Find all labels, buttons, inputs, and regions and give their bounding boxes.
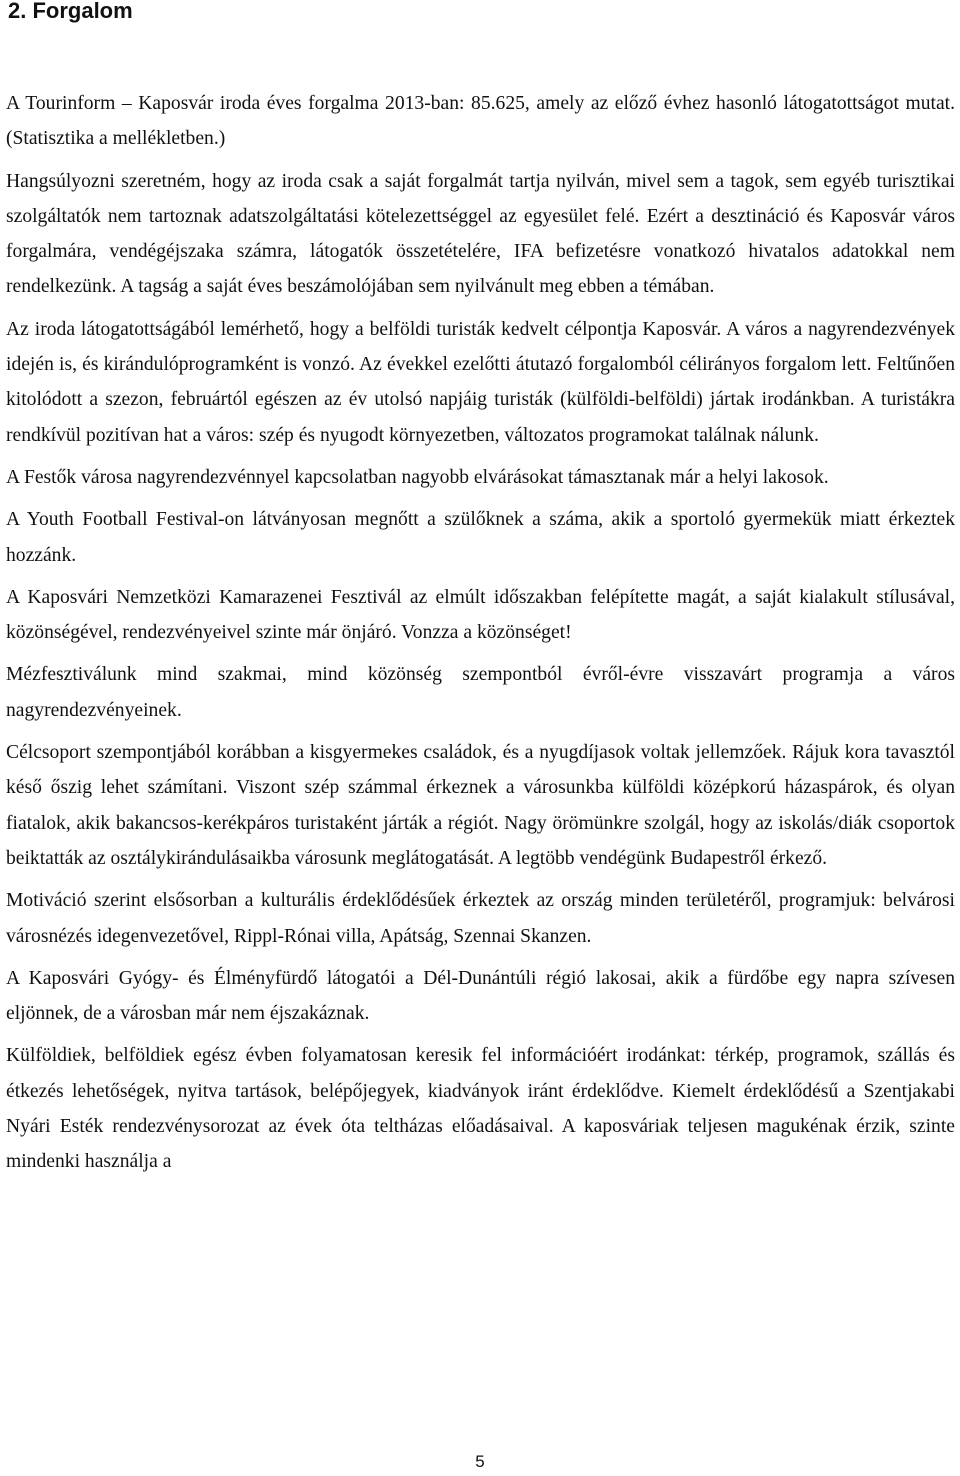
paragraph-youth-football: A Youth Football Festival-on látványosan megnőtt a szülőknek a száma, akik a sportoló gyermekük miatt érkeztek hozzánk. bbox=[6, 509, 955, 566]
paragraph-festok-varosa: A Festők városa nagyrendezvénnyel kapcsolatban nagyobb elvárásokat támasztanak már a helyi lakosok. bbox=[6, 466, 829, 488]
paragraph-target-groups: Célcsoport szempontjából korábban a kisgyermekes családok, és a nyugdíjasok voltak jellemzőek. Rájuk kora tavasztól késő őszig lehet számítani. Viszont szép számmal érkeznek a városunkba külföldi középkorú házaspárok, és olyan fiatalok, akik bakancsos-kerékpáros turistaként járták a régiót. Nagy örömünkre szolgál, hogy az iskolás/diák csoportok beiktatták az osztálykirándulásaikba városunk meglátogatását. A legtöbb vendégünk Budapestről érkező. bbox=[6, 742, 955, 869]
paragraph-data-limitations: Hangsúlyozni szeretném, hogy az iroda csak a saját forgalmát tartja nyilván, mivel sem a tagok, sem egyéb turisztikai szolgáltatók nem tartoznak adatszolgáltatási kötelezettséggel az egyesület felé. Ezért a desztináció és Kaposvár város forgalmára, vendégéjszaka számra, látogatók összetételére, IFA befizetésre vonatkozó hivatalos adatokkal nem rendelkezünk. A tagság a saját éves beszámolójában sem nyilvánult meg ebben a témában. bbox=[6, 170, 955, 298]
paragraph-mezfesztival: Mézfesztiválunk mind szakmai, mind közönség szempontból évről-évre visszavárt programja a város nagyrendezvényeinek. bbox=[6, 664, 955, 721]
document-body bbox=[6, 86, 955, 1187]
paragraph-spa-visitors: A Kaposvári Gyógy- és Élményfürdő látogatói a Dél-Dunántúli régió lakosai, akik a fürdőbe egy napra szívesen eljönnek, de a városban már nem éjszakáznak. bbox=[6, 967, 955, 1025]
paragraph-motivation: Motiváció szerint elsősorban a kulturális érdeklődésűek érkeztek az ország minden területéről, programjuk: belvárosi városnézés idegenvezetővel, Rippl-Rónai villa, Apátság, Szennai Skanzen. bbox=[6, 890, 955, 947]
section-heading: 2. Forgalom bbox=[8, 0, 133, 23]
paragraph-information-requests: Külföldiek, belföldiek egész évben folyamatosan keresik fel információért irodánkat: térkép, programok, szállás és étkezés lehetőségek, nyitva tartások, belépőjegyek, kiadványok iránt érdeklődve. Kiemelt érdeklődésű a Szentjakabi Nyári Esték rendezvénysorozat az évek óta teltházas előadásaival. A kaposváriak teljesen magukénak érzik, szinte mindenki használja a bbox=[6, 1045, 955, 1173]
paragraph-visitor-trends: Az iroda látogatottságából lemérhető, hogy a belföldi turisták kedvelt célpontja Kaposvár. A város a nagyrendezvények idején is, és kirándulóprogramként is vonzó. Az évekkel ezelőtti átutazó forgalomból célirányos forgalom lett. Feltűnően kitolódott a szezon, februártól egészen az év utolsó napjáig turisták (külföldi-belföldi) jártak irodánkban. A turistákra rendkívül pozitívan hat a város: szép és nyugodt környezetben, változatos programokat találnak nálunk. bbox=[6, 318, 955, 446]
paragraph-forgalom-summary: A Tourinform – Kaposvár iroda éves forgalma 2013-ban: 85.625, amely az előző évhez hasonló látogatottságot mutat. (Statisztika a mellékletben.) bbox=[6, 93, 955, 150]
page-number: 5 bbox=[475, 1452, 485, 1471]
paragraph-kamarazenei-fesztival: A Kaposvári Nemzetközi Kamarazenei Fesztivál az elmúlt időszakban felépítette magát, a saját kialakult stílusával, közönségével, rendezvényeivel szinte már önjáró. Vonzza a közönséget! bbox=[6, 586, 955, 644]
